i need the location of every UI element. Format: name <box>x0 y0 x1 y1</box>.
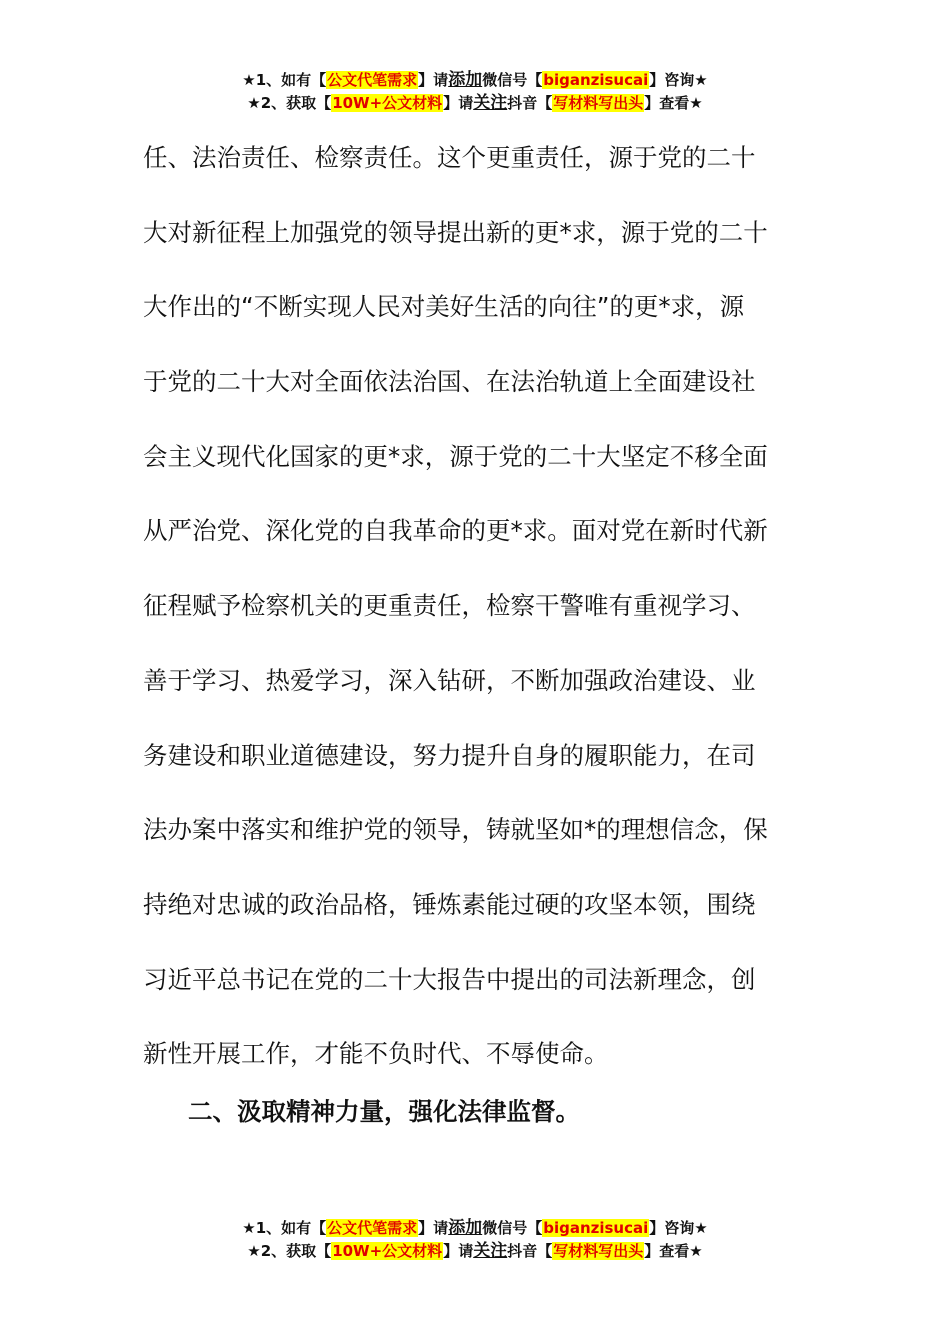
banner-line-2 <box>0 92 950 115</box>
banner-text: ★1、如有【 <box>242 71 327 89</box>
body-line: 务建设和职业道德建设，努力提升自身的履职能力，在司 <box>143 740 756 770</box>
body-line: 于党的二十大对全面依法治国、在法治轨道上全面建设社 <box>143 367 756 397</box>
banner-emphasis: 关注 <box>473 1241 508 1261</box>
body-line: 从严治党、深化党的自我革命的更*求。面对党在新时代新 <box>143 516 768 546</box>
banner-text: 微信号【 <box>482 71 543 89</box>
body-line: 习近平总书记在党的二十大报告中提出的司法新理念，创 <box>143 964 756 994</box>
banner-text: 抖音【 <box>507 1242 553 1260</box>
highlight-materials: 10W+公文材料 <box>332 94 443 112</box>
banner-line-2 <box>0 1240 950 1263</box>
body-line: 会主义现代化国家的更*求，源于党的二十大坚定不移全面 <box>143 441 768 471</box>
highlight-douyin-account: 写材料写出头 <box>553 1242 644 1260</box>
banner-text: 】请 <box>418 1219 449 1237</box>
banner-text: ★2、获取【 <box>247 1242 332 1260</box>
section-heading: 二、汲取精神力量，强化法律监督。 <box>188 1097 580 1126</box>
body-line: 任、法治责任、检察责任。这个更重责任，源于党的二十 <box>143 143 756 172</box>
banner-text: 】咨询★ <box>649 1219 708 1237</box>
body-line: 法办案中落实和维护党的领导，铸就坚如*的理想信念，保 <box>143 815 768 845</box>
banner-text: 】请 <box>418 71 449 89</box>
body-line: 持绝对忠诚的政治品格，锤炼素能过硬的攻坚本领，围绕 <box>143 889 756 919</box>
highlight-douyin-account: 写材料写出头 <box>553 94 644 112</box>
body-line: 新性开展工作，才能不负时代、不辱使命。 <box>143 1039 609 1069</box>
banner-line-1 <box>0 1217 950 1240</box>
highlight-materials: 10W+公文材料 <box>332 1242 443 1260</box>
body-line: 征程赋予检察机关的更重责任，检察干警唯有重视学习、 <box>143 591 756 621</box>
banner-emphasis: 关注 <box>473 93 508 113</box>
banner-line-1 <box>0 69 950 92</box>
highlight-service: 公文代笔需求 <box>327 71 418 89</box>
highlight-wechat-id: biganzisucai <box>543 71 649 89</box>
banner-text: 】请 <box>443 94 474 112</box>
banner-text: ★2、获取【 <box>247 94 332 112</box>
header-banner <box>0 69 950 115</box>
banner-text: ★1、如有【 <box>242 1219 327 1237</box>
banner-text: 】咨询★ <box>649 71 708 89</box>
banner-text: 】查看★ <box>644 1242 703 1260</box>
banner-emphasis: 添加 <box>448 1218 483 1238</box>
highlight-wechat-id: biganzisucai <box>543 1219 649 1237</box>
highlight-service: 公文代笔需求 <box>327 1219 418 1237</box>
footer-banner <box>0 1217 950 1263</box>
body-line: 大对新征程上加强党的领导提出新的更*求，源于党的二十 <box>143 217 768 247</box>
banner-text: 】查看★ <box>644 94 703 112</box>
body-line: 善于学习、热爱学习，深入钻研，不断加强政治建设、业 <box>143 665 756 695</box>
document-body <box>143 121 803 1092</box>
banner-text: 微信号【 <box>482 1219 543 1237</box>
banner-text: 抖音【 <box>507 94 553 112</box>
banner-text: 】请 <box>443 1242 474 1260</box>
banner-emphasis: 添加 <box>448 70 483 90</box>
body-line: 大作出的“不断实现人民对美好生活的向往”的更*求，源 <box>143 292 745 322</box>
